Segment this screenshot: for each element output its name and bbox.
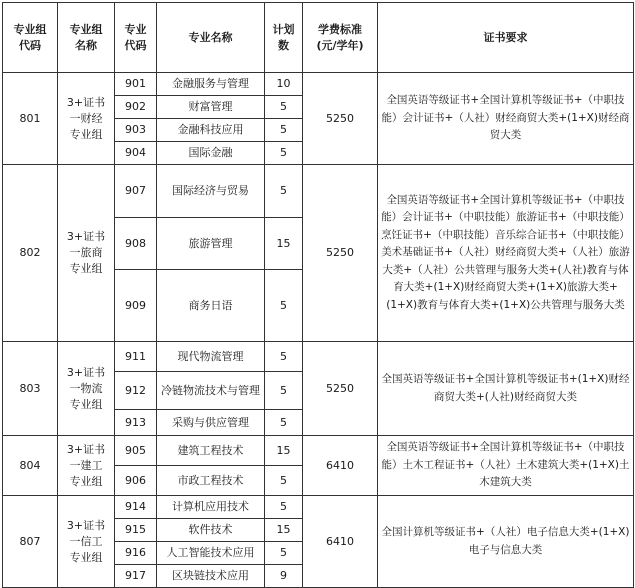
major-code: 906: [115, 466, 157, 496]
major-code: 908: [115, 218, 157, 270]
major-code: 917: [115, 565, 157, 588]
plan-count: 5: [265, 96, 303, 119]
major-name: 市政工程技术: [157, 466, 265, 496]
group-name: 3+证书 一信工 专业组: [58, 496, 115, 588]
plan-count: 5: [265, 372, 303, 410]
major-code: 904: [115, 142, 157, 165]
major-code: 902: [115, 96, 157, 119]
plan-count: 10: [265, 73, 303, 96]
major-code: 901: [115, 73, 157, 96]
group-code: 804: [3, 436, 58, 496]
certificate-requirement: 全国英语等级证书+全国计算机等级证书+（中职技能）会计证书+（中职技能）旅游证书+（中职技能）烹饪证书+（中职技能）音乐综合证书+（中职技能）美术基础证书+（人社）财经商贸大类+（人社）旅游大类+（人社）公共管理与服务大类+(人社)教育与体育大类+(1+X)财经商贸大类+(1+X)旅游大类+(1+X)教育与体育大类+(1+X)公共管理与服务大类: [378, 165, 634, 342]
major-name: 金融服务与管理: [157, 73, 265, 96]
table-row: [3, 342, 634, 372]
header-fee: 学费标准 (元/学年): [303, 3, 378, 73]
plan-count: 5: [265, 119, 303, 142]
major-code: 905: [115, 436, 157, 466]
major-name: 国际经济与贸易: [157, 165, 265, 218]
major-name: 区块链技术应用: [157, 565, 265, 588]
major-code: 915: [115, 519, 157, 542]
plan-count: 5: [265, 410, 303, 436]
plan-count: 5: [265, 542, 303, 565]
plan-count: 5: [265, 165, 303, 218]
header-certificate: 证书要求: [378, 3, 634, 73]
header-major-code: 专业 代码: [115, 3, 157, 73]
plan-count: 9: [265, 565, 303, 588]
header-major-name: 专业名称: [157, 3, 265, 73]
header-group-code: 专业组 代码: [3, 3, 58, 73]
tuition-fee: 6410: [303, 436, 378, 496]
major-code: 907: [115, 165, 157, 218]
header-plan: 计划 数: [265, 3, 303, 73]
major-name: 旅游管理: [157, 218, 265, 270]
major-name: 人工智能技术应用: [157, 542, 265, 565]
tuition-fee: 5250: [303, 342, 378, 436]
group-code: 807: [3, 496, 58, 588]
major-code: 914: [115, 496, 157, 519]
major-name: 财富管理: [157, 96, 265, 119]
major-code: 903: [115, 119, 157, 142]
table-row: [3, 436, 634, 466]
group-name: 3+证书 一旅商 专业组: [58, 165, 115, 342]
major-name: 现代物流管理: [157, 342, 265, 372]
plan-count: 5: [265, 466, 303, 496]
major-code: 912: [115, 372, 157, 410]
table-row: [3, 496, 634, 519]
table-row: [3, 73, 634, 96]
major-name: 商务日语: [157, 270, 265, 342]
plan-count: 5: [265, 496, 303, 519]
group-name: 3+证书 一物流 专业组: [58, 342, 115, 436]
tuition-fee: 5250: [303, 73, 378, 165]
plan-count: 15: [265, 519, 303, 542]
tuition-fee: 6410: [303, 496, 378, 588]
major-code: 913: [115, 410, 157, 436]
major-name: 冷链物流技术与管理: [157, 372, 265, 410]
major-name: 计算机应用技术: [157, 496, 265, 519]
major-code: 916: [115, 542, 157, 565]
certificate-requirement: 全国计算机等级证书+（人社）电子信息大类+(1+X)电子与信息大类: [378, 496, 634, 588]
major-code: 911: [115, 342, 157, 372]
major-name: 建筑工程技术: [157, 436, 265, 466]
header-row: [3, 3, 634, 73]
tuition-fee: 5250: [303, 165, 378, 342]
header-group-name: 专业组 名称: [58, 3, 115, 73]
group-name: 3+证书 一财经 专业组: [58, 73, 115, 165]
group-name: 3+证书 一建工 专业组: [58, 436, 115, 496]
group-code: 801: [3, 73, 58, 165]
major-name: 软件技术: [157, 519, 265, 542]
certificate-requirement: 全国英语等级证书+全国计算机等级证书+（中职技能）土木工程证书+（人社）土木建筑大类+(1+X)土木建筑大类: [378, 436, 634, 496]
major-name: 采购与供应管理: [157, 410, 265, 436]
plan-count: 15: [265, 436, 303, 466]
certificate-requirement: 全国英语等级证书+全国计算机等级证书+(1+X)财经商贸大类+(人社)财经商贸大类: [378, 342, 634, 436]
admission-table: [2, 2, 634, 588]
plan-count: 5: [265, 142, 303, 165]
major-name: 国际金融: [157, 142, 265, 165]
plan-count: 5: [265, 342, 303, 372]
group-code: 802: [3, 165, 58, 342]
major-code: 909: [115, 270, 157, 342]
group-code: 803: [3, 342, 58, 436]
table-row: [3, 165, 634, 218]
plan-count: 5: [265, 270, 303, 342]
plan-count: 15: [265, 218, 303, 270]
major-name: 金融科技应用: [157, 119, 265, 142]
certificate-requirement: 全国英语等级证书+全国计算机等级证书+（中职技能）会计证书+（人社）财经商贸大类+(1+X)财经商贸大类: [378, 73, 634, 165]
